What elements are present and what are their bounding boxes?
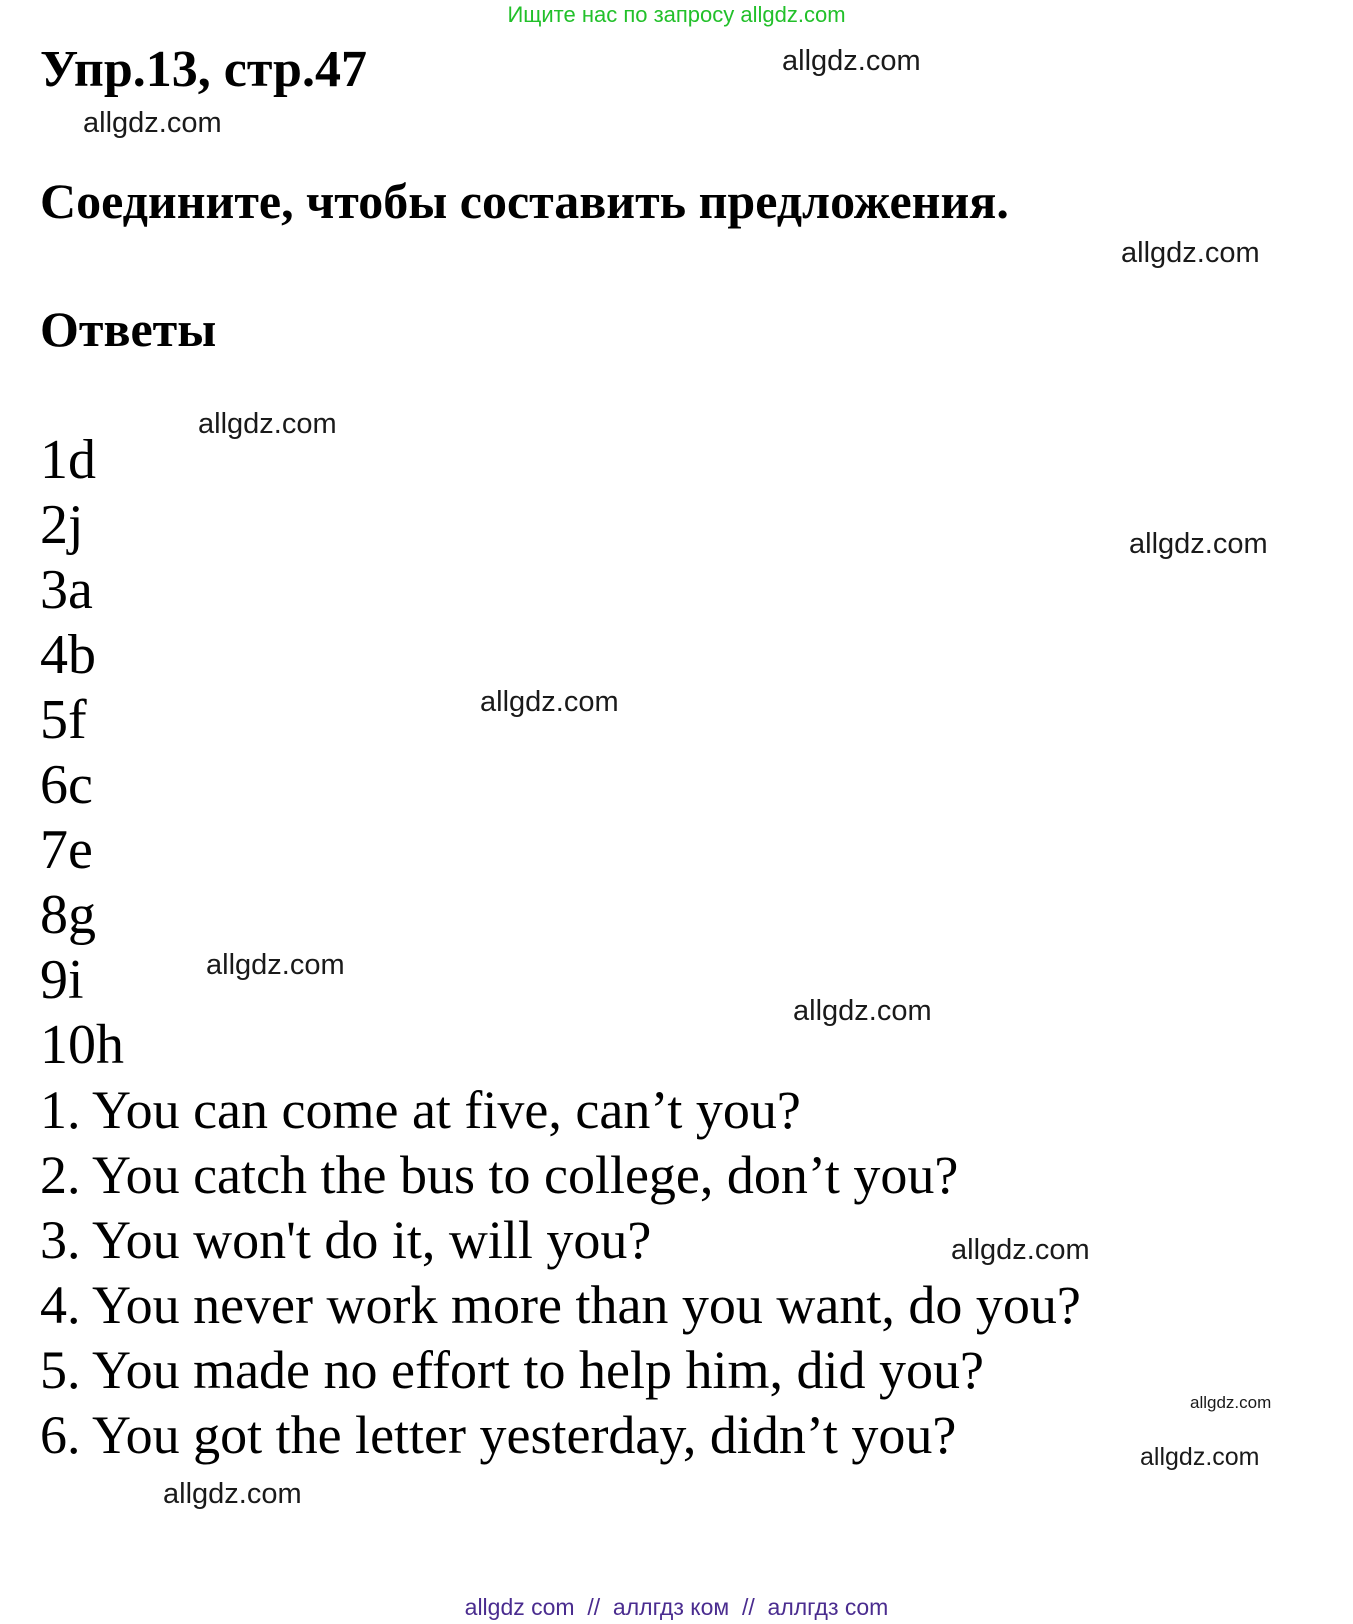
- match-item: 4b: [40, 624, 96, 686]
- match-item: 8g: [40, 884, 96, 946]
- watermark: allgdz.com: [1121, 237, 1260, 269]
- watermark: allgdz.com: [480, 686, 619, 718]
- match-item: 9i: [40, 949, 84, 1011]
- footer-links: allgdz com // аллгдз ком // аллгдз com: [464, 1594, 889, 1620]
- match-item: 10h: [40, 1014, 124, 1076]
- search-banner: Ищите нас по запросу allgdz.com: [507, 2, 846, 27]
- watermark: allgdz.com: [1190, 1393, 1272, 1412]
- watermark: allgdz.com: [206, 949, 345, 981]
- match-item: 3a: [40, 559, 93, 621]
- answers-list: [40, 428, 1081, 1468]
- match-item: 6c: [40, 754, 93, 816]
- watermark: allgdz.com: [198, 408, 337, 440]
- match-item: 2j: [40, 494, 84, 556]
- sentence: 5. You made no effort to help him, did you?: [40, 1340, 984, 1400]
- answers-heading: Ответы: [40, 301, 217, 357]
- watermark: allgdz.com: [83, 107, 222, 139]
- sentence: 1. You can come at five, can’t you?: [40, 1080, 801, 1140]
- watermark: allgdz.com: [782, 45, 921, 77]
- watermark: allgdz.com: [1140, 1443, 1260, 1471]
- exercise-title: Упр.13, стр.47: [40, 41, 367, 98]
- sentence: 6. You got the letter yesterday, didn’t you?: [40, 1405, 957, 1465]
- match-item: 1d: [40, 429, 96, 491]
- sentence: 3. You won't do it, will you?: [40, 1210, 652, 1270]
- watermark: allgdz.com: [793, 995, 932, 1027]
- sentence: 2. You catch the bus to college, don’t you?: [40, 1145, 959, 1205]
- match-item: 7e: [40, 819, 93, 881]
- task-text: Соедините, чтобы составить предложения.: [40, 173, 1009, 229]
- match-item: 5f: [40, 689, 87, 751]
- sentence: 4. You never work more than you want, do you?: [40, 1275, 1081, 1335]
- watermark: allgdz.com: [951, 1234, 1090, 1266]
- watermark: allgdz.com: [1129, 528, 1268, 560]
- watermark: allgdz.com: [163, 1478, 302, 1510]
